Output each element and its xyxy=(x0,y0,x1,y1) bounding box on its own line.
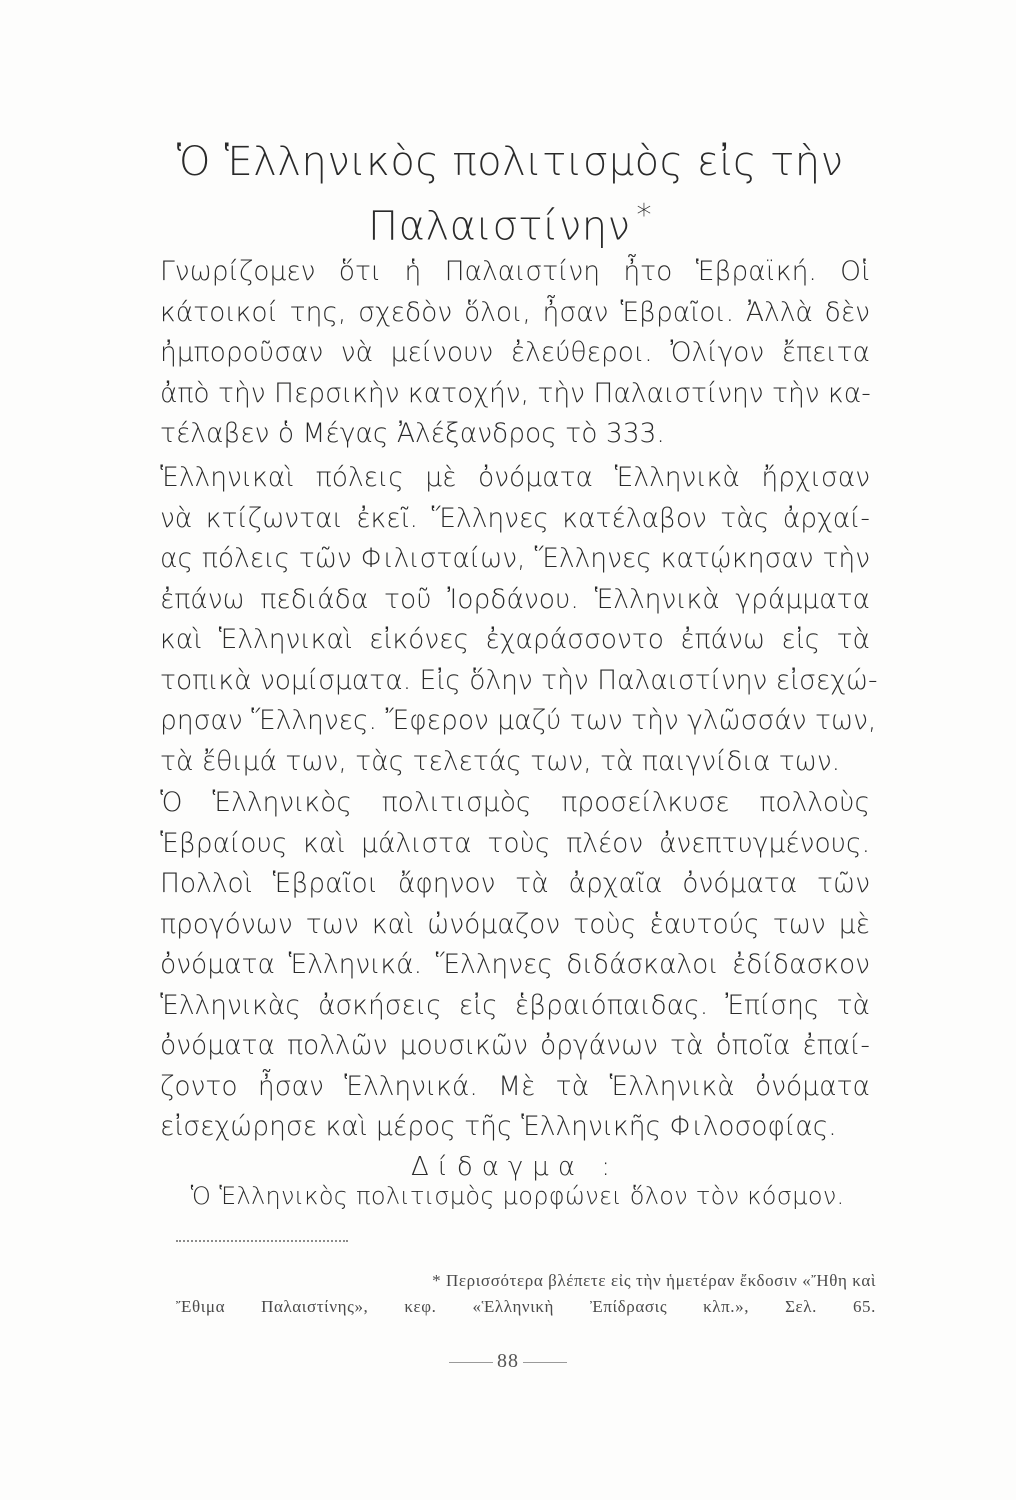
text-line: Ἑβραίους καὶ μάλιστα τοὺς πλέον ἀνεπτυγμένους. xyxy=(160,827,870,859)
text-line: ἀπὸ τὴν Περσικὴν κατοχήν, τὴν Παλαιστίνην τὴν κα- xyxy=(160,377,871,409)
text-line: ὀνόματα πολλῶν μουσικῶν ὀργάνων τὰ ὁποῖα ἐπαί- xyxy=(160,1030,870,1061)
text-line: νὰ κτίζωνται ἐκεῖ. Ἕλληνες κατέλαβον τὰς ἀρχαί- xyxy=(160,502,870,534)
motto-text: Ὁ Ἑλληνικὸς πολιτισμὸς μορφώνει ὅλον τὸν κόσμον. xyxy=(190,1182,845,1210)
text-line: ὀνόματα Ἑλληνικά. Ἕλληνες διδάσκαλοι ἐδίδασκον xyxy=(160,949,870,980)
text-line: Ἑλληνικὰς ἀσκήσεις εἰς ἑβραιόπαιδας. Ἐπίσης τὰ xyxy=(160,989,870,1021)
text-line: προγόνων των καὶ ὠνόμαζον τοὺς ἑαυτούς των μὲ xyxy=(160,908,870,940)
page-number xyxy=(0,1350,1016,1373)
text-line: τοπικὰ νομίσματα. Εἰς ὅλην τὴν Παλαιστίνην εἰσεχώ- xyxy=(160,664,878,696)
footnote-marker: * xyxy=(636,198,652,233)
text-line: ἠμποροῦσαν νὰ μείνουν ἐλεύθεροι. Ὀλίγον ἔπειτα xyxy=(160,337,870,368)
footnote-line-2: Ἔθιμα Παλαιστίνης», κεφ. «Ἑλληνικὴ Ἐπίδρασις κλπ.», Σελ. 65. xyxy=(176,1297,876,1316)
paragraph-2 xyxy=(160,458,878,782)
text-line: τέλαβεν ὁ Μέγας Ἀλέξανδρος τὸ 333. xyxy=(160,418,665,449)
text-line: καὶ Ἑλληνικαὶ εἰκόνες ἐχαράσσοντο ἐπάνω εἰς τὰ xyxy=(160,624,870,655)
text-line: τὰ ἔθιμά των, τὰς τελετάς των, τὰ παιγνίδια των. xyxy=(160,745,841,777)
page-number-value: 88 xyxy=(497,1350,519,1372)
text-line: Γνωρίζομεν ὅτι ἡ Παλαιστίνη ἦτο Ἑβραϊκή. Οἱ xyxy=(160,256,870,287)
text-line: ρησαν Ἕλληνες. Ἔφερον μαζύ των τὴν γλῶσσάν των, xyxy=(160,705,877,736)
chapter-title-line-1: Ὁ Ἑλληνικὸς πολιτισμὸς εἰς τὴν xyxy=(176,139,844,185)
text-line: Πολλοὶ Ἑβραῖοι ἄφηνον τὰ ἀρχαῖα ὀνόματα τῶν xyxy=(160,868,870,899)
text-line: Ὁ Ἑλληνικὸς πολιτισμὸς προσείλκυσε πολλοὺς xyxy=(160,787,870,818)
text-line: ζοντο ἦσαν Ἑλληνικά. Μὲ τὰ Ἑλληνικὰ ὀνόματα xyxy=(160,1070,870,1102)
footnote-divider xyxy=(176,1240,348,1242)
page-number-dash-right xyxy=(523,1362,567,1363)
text-line: εἰσεχώρησε καὶ μέρος τῆς Ἑλληνικῆς Φιλοσοφίας. xyxy=(160,1111,837,1142)
motto-label: Δίδαγμα : xyxy=(411,1152,619,1182)
paragraph-3 xyxy=(160,783,870,1148)
page-number-dash-left xyxy=(449,1362,493,1363)
text-line: ἐπάνω πεδιάδα τοῦ Ἰορδάνου. Ἑλληνικὰ γράμματα xyxy=(160,583,870,615)
paragraph-1 xyxy=(160,252,870,455)
text-line: ας πόλεις τῶν Φιλισταίων, Ἕλληνες κατῴκησαν τὴν xyxy=(160,543,870,574)
chapter-title-text: Παλαιστίνην xyxy=(368,203,631,250)
footnote-line-1: * Περισσότερα βλέπετε εἰς τὴν ἡμετέραν ἔκδοσιν «Ἤθη καὶ xyxy=(432,1271,876,1290)
chapter-title-line-2 xyxy=(120,190,900,252)
text-line: κάτοικοί της, σχεδὸν ὅλοι, ἦσαν Ἑβραῖοι. Ἀλλὰ δὲν xyxy=(160,296,870,328)
text-line: Ἑλληνικαὶ πόλεις μὲ ὀνόματα Ἑλληνικὰ ἤρχισαν xyxy=(160,462,870,493)
